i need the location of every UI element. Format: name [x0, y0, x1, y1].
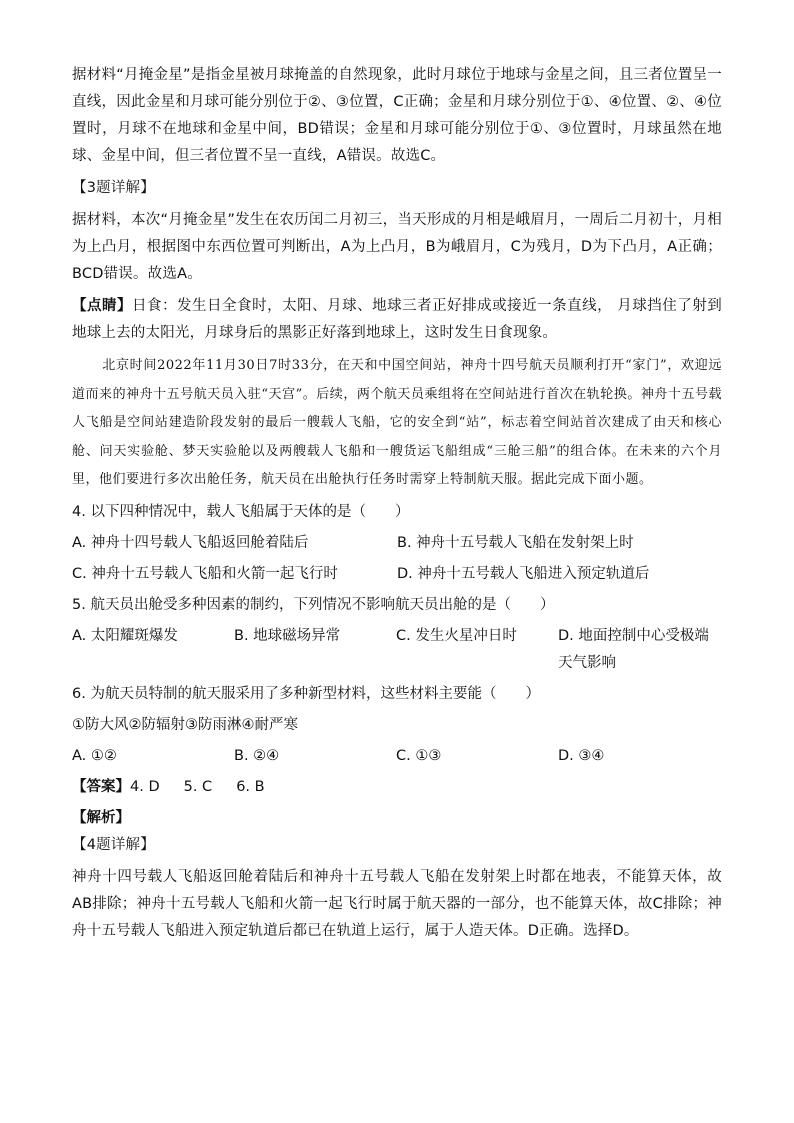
option-c: C. 神舟十五号载人飞船和火箭一起飞行时: [72, 565, 338, 582]
option-b: B. 神舟十五号载人飞船在发射架上时: [397, 534, 634, 551]
question-4-stem: 4. 以下四种情况中，载人飞船属于天体的是（ ）: [72, 503, 410, 520]
material-text: 北京时间2022年11月30日7时33分，在天和中国空间站，神舟十四号航天员顺利打开“家门”，欢迎远道而来的神舟十五号航天员入驻“天宫”。后续，两个航天员乘组将在空间站进行首次在轨轮换。神舟十五号载人飞船是空间站建造阶段发射的最后一艘载人飞船，它的安全到“站”，标志着空间站首次建成了由天和核心舱、问天实验舱、梦天实验舱以及两艘载人飞船和一艘货运飞船组成“三舱三船”的组合体。在未来的六个月里，他们要进行多次出舱任务，航天员在出舱执行任务时需穿上特制航天服。据此完成下面小题。: [72, 358, 722, 487]
reading-material: [72, 352, 722, 495]
tip-paragraph: [72, 293, 722, 347]
explanation-paragraph-q3: 据材料，本次“月掩金星”发生在农历闰二月初三，当天形成的月相是峨眉月，一周后二月初十，月相为上凸月，根据图中东西位置可判断出，A为上凸月，B为峨眉月，C为残月，D为下凸月，A正确；BCD错误。故选A。: [72, 212, 722, 282]
question-6-stem: 6. 为航天员特制的航天服采用了多种新型材料，这些材料主要能（ ）: [72, 685, 540, 702]
analysis-heading: 【解析】: [72, 809, 130, 826]
q3-detail-heading: 【3题详解】: [72, 180, 155, 196]
option-b: B. 地球磁场异常: [234, 627, 341, 644]
q4-detail-heading: 【4题详解】: [72, 836, 155, 853]
answer-label: 【答案】: [72, 778, 130, 795]
question-6-items: ①防大风②防辐射③防雨淋④耐严寒: [72, 716, 298, 733]
question-4-options-row2: [72, 561, 722, 588]
explanation-paragraph-q2: 据材料“月掩金星”是指金星被月球掩盖的自然现象，此时月球位于地球与金星之间，且三者位置呈一直线，因此金星和月球可能分别位于②、③位置，C正确；金星和月球分别位于①、④位置、②、④位置时，月球不在地球和金星中间，BD错误；金星和月球可能分别位于①、③位置时，月球虽然在地球、金星中间，但三者位置不呈一直线，A错误。故选C。: [72, 67, 722, 164]
option-c: C. 发生火星冲日时: [396, 627, 517, 644]
answer-5: 5. C: [183, 778, 213, 795]
question-5-options: [72, 623, 722, 677]
option-c: C. ①③: [396, 747, 442, 764]
option-d: D. 神舟十五号载人飞船进入预定轨道后: [397, 565, 650, 582]
option-b: B. ②④: [234, 747, 280, 764]
question-5-stem: 5. 航天员出舱受多种因素的制约，下列情况不影响航天员出舱的是（ ）: [72, 596, 555, 613]
question-4-options-row1: [72, 530, 722, 557]
answer-6: 6. B: [236, 778, 265, 795]
explanation-paragraph-q4: 神舟十四号载人飞船返回舱着陆后和神舟十五号载人飞船在发射架上时都在地表，不能算天体，故AB排除；神舟十五号载人飞船和火箭一起飞行时属于航天器的一部分，也不能算天体，故C排除；神舟十五号载人飞船进入预定轨道后都已在轨道上运行，属于人造天体。D正确。选择D。: [72, 868, 722, 939]
answer-4: 4. D: [130, 778, 160, 795]
answer-line: [72, 774, 722, 801]
option-a: A. ①②: [72, 747, 117, 764]
option-a: A. 神舟十四号载人飞船返回舱着陆后: [72, 534, 309, 551]
option-d: D. ③④: [558, 747, 605, 764]
document-page: [72, 62, 722, 945]
tip-text: 日食：发生日全食时，太阳、月球、地球三者正好排成或接近一条直线， 月球挡住了射到地球上去的太阳光，月球身后的黑影正好落到地球上，这时发生日食现象。: [72, 298, 722, 341]
question-6-options: [72, 743, 722, 770]
tip-label: 【点睛】: [72, 298, 133, 314]
option-d: D. 地面控制中心受极端天气影响: [558, 627, 709, 671]
option-a: A. 太阳耀斑爆发: [72, 627, 178, 644]
